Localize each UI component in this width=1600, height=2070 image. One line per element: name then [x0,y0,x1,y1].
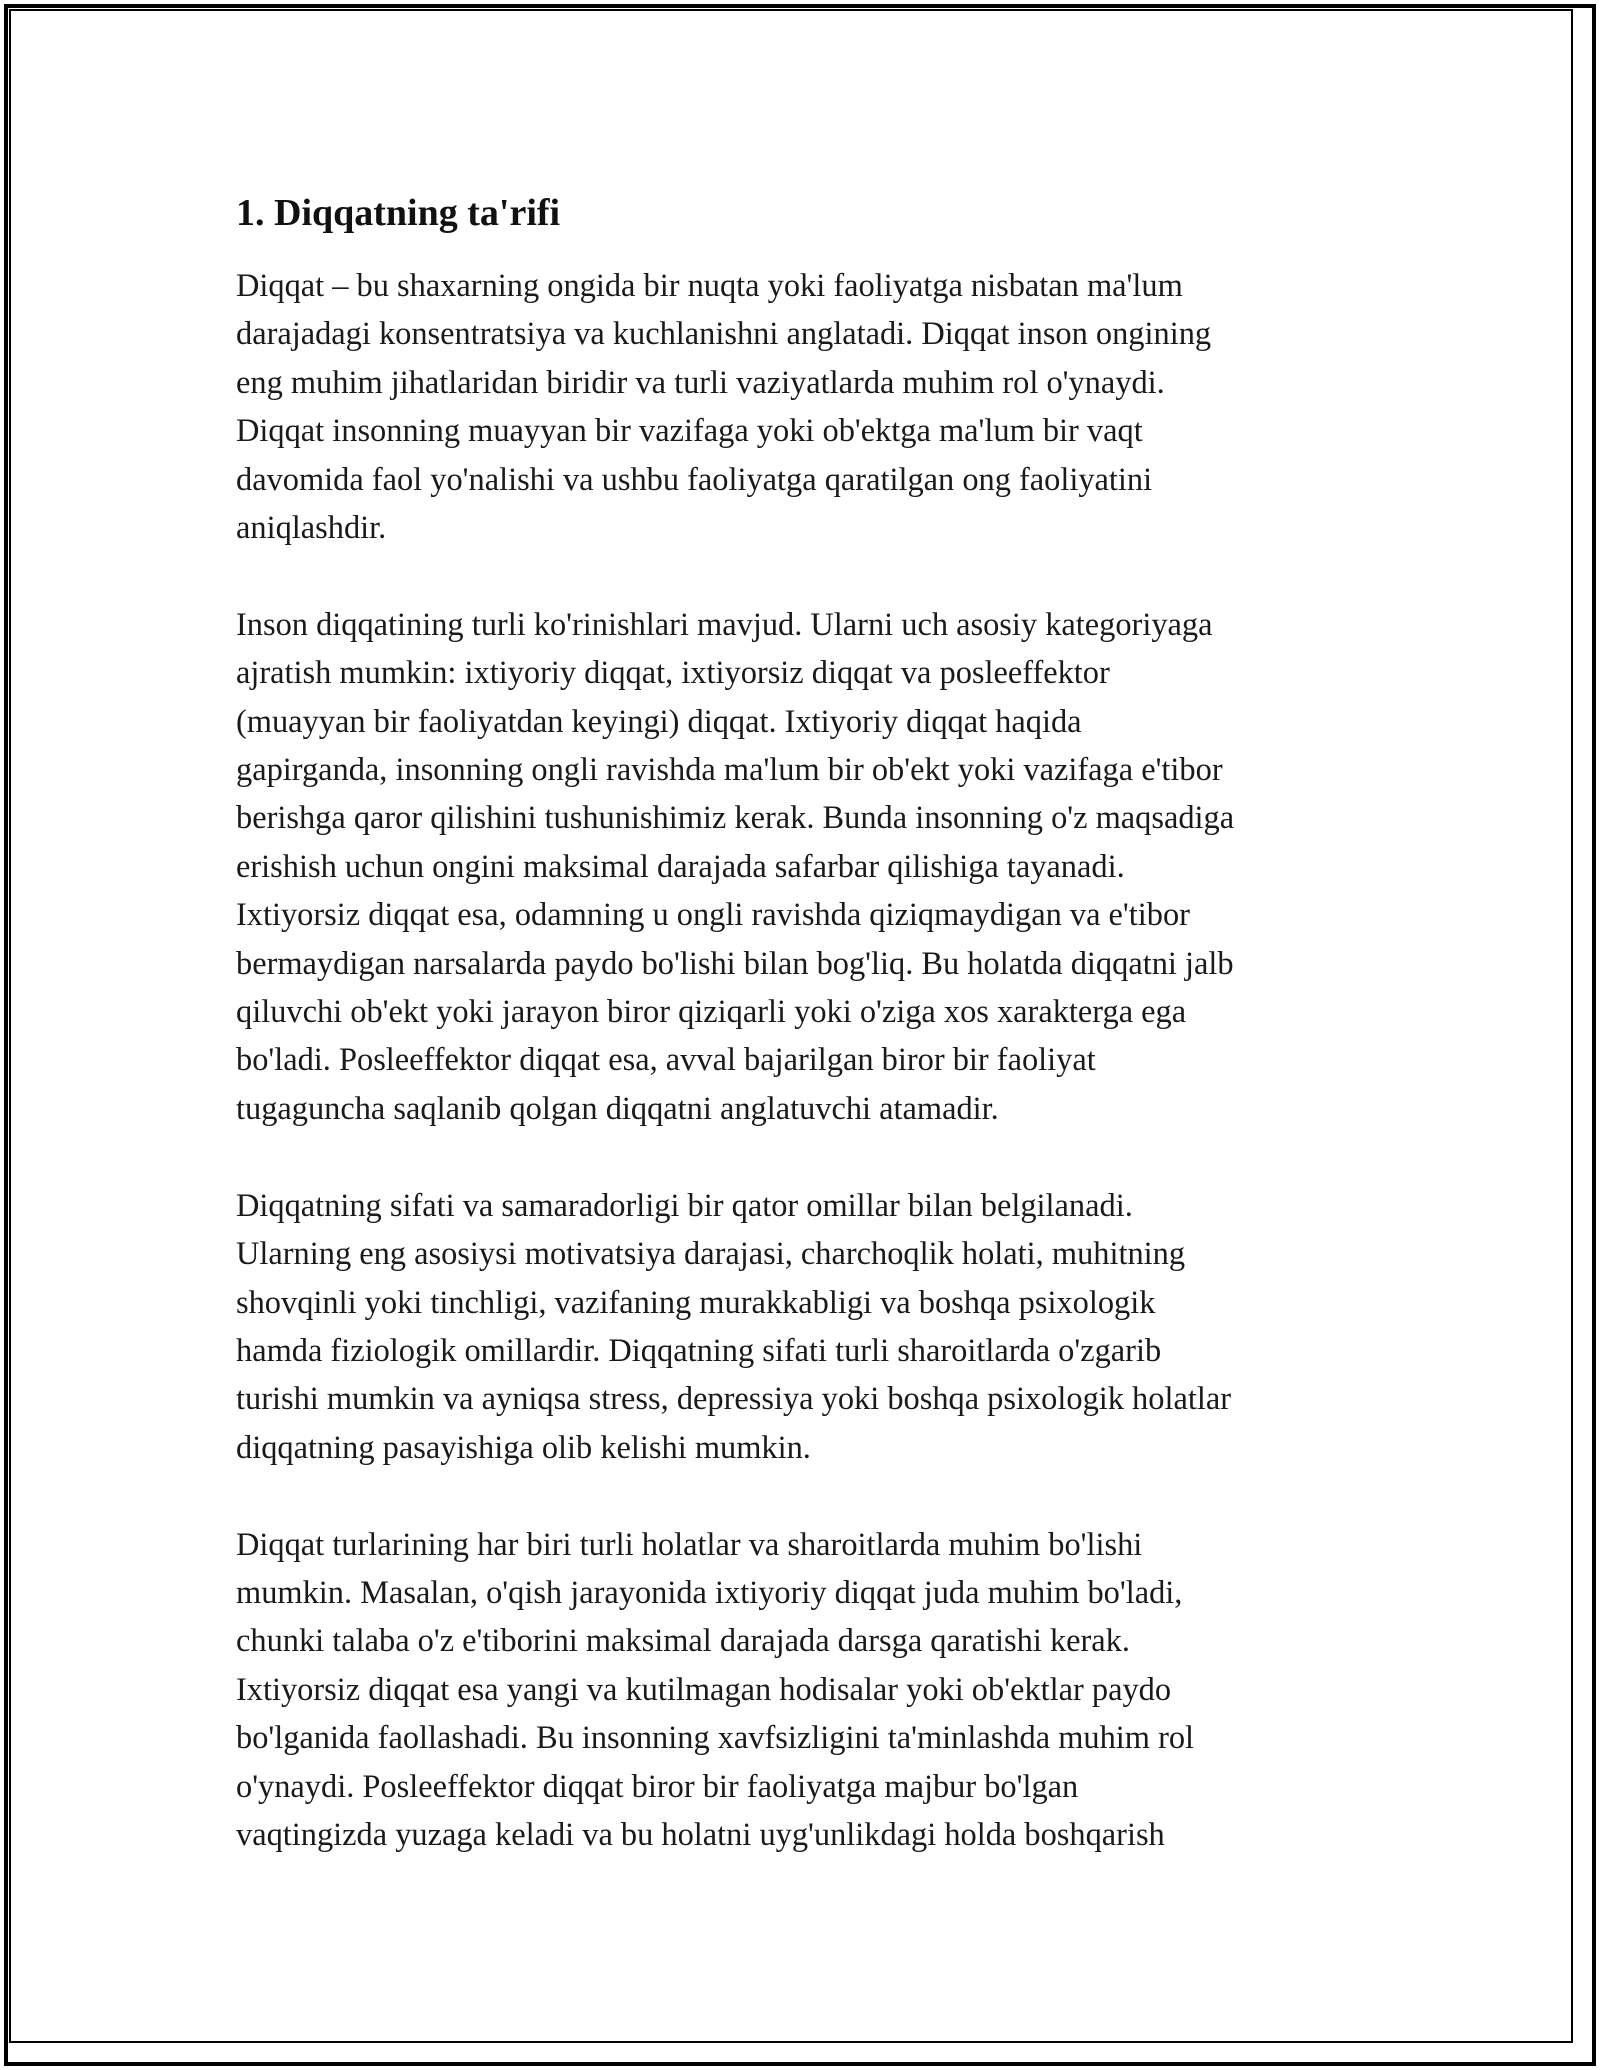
paragraph-line: Diqqat – bu shaxarning ongida bir nuqta yoki faoliyatga nisbatan ma'lum [236,268,1183,304]
paragraph-line: Ixtiyorsiz diqqat esa, odamning u ongli ravishda qiziqmaydigan va e'tibor [236,897,1190,934]
paragraph-line: eng muhim jihatlaridan biridir va turli vaziyatlarda muhim rol o'ynaydi. [236,364,1165,401]
paragraph-line: turishi mumkin va ayniqsa stress, depressiya yoki boshqa psixologik holatlar [236,1381,1231,1418]
paragraph-line: bo'lganida faollashadi. Bu insonning xavfsizligini ta'minlashda muhim rol [236,1720,1195,1757]
section-heading: 1. Diqqatning ta'rifi [236,192,561,234]
paragraph-container [236,262,1376,1859]
paragraph-line: Diqqatning sifati va samaradorligi bir qator omillar bilan belgilanadi. [236,1187,1133,1224]
paragraph-3 [236,1182,1376,1472]
paragraph-line: bo'ladi. Posleeffektor diqqat esa, avval bajarilgan biror bir faoliyat [236,1042,1096,1079]
paragraph-line: qiluvchi ob'ekt yoki jarayon biror qiziqarli yoki o'ziga xos xarakterga ega [236,994,1187,1031]
paragraph-2 [236,601,1376,1133]
paragraph-line: Inson diqqatining turli ko'rinishlari mavjud. Ularni uch asosiy kategoriyaga [236,606,1213,643]
paragraph-1 [236,262,1376,552]
paragraph-line: tugaguncha saqlanib qolgan diqqatni anglatuvchi atamadir. [236,1090,999,1127]
paragraph-line: diqqatning pasayishiga olib kelishi mumkin. [236,1429,811,1466]
paragraph-line: Diqqat insonning muayyan bir vazifaga yoki ob'ektga ma'lum bir vaqt [236,413,1143,450]
paragraph-4 [236,1521,1376,1860]
paragraph-line: (muayyan bir faoliyatdan keyingi) diqqat. Ixtiyoriy diqqat haqida [236,703,1082,740]
paragraph-line: gapirganda, insonning ongli ravishda ma'lum bir ob'ekt yoki vazifaga e'tibor [236,752,1223,789]
paragraph-line: davomida faol yo'nalishi va ushbu faoliyatga qaratilgan ong faoliyatini [236,461,1153,498]
paragraph-line: vaqtingizda yuzaga keladi va bu holatni uyg'unlikdagi holda boshqarish [236,1816,1165,1853]
paragraph-line: chunki talaba o'z e'tiborini maksimal darajada darsga qaratishi kerak. [236,1623,1130,1660]
paragraph-line: Ixtiyorsiz diqqat esa yangi va kutilmagan hodisalar yoki ob'ektlar paydo [236,1671,1172,1708]
paragraph-line: Diqqat turlarining har biri turli holatlar va sharoitlarda muhim bo'lishi [236,1526,1143,1563]
paragraph-line: ajratish mumkin: ixtiyoriy diqqat, ixtiyorsiz diqqat va posleeffektor [236,655,1110,692]
paragraph-line: aniqlashdir. [236,510,387,547]
document-body [236,188,1376,1908]
paragraph-line: mumkin. Masalan, o'qish jarayonida ixtiyoriy diqqat juda muhim bo'ladi, [236,1574,1183,1611]
paragraph-line: bermaydigan narsalarda paydo bo'lishi bilan bog'liq. Bu holatda diqqatni jalb [236,945,1234,982]
paragraph-line: darajadagi konsentratsiya va kuchlanishni anglatadi. Diqqat inson ongining [236,316,1212,353]
paragraph-line: hamda fiziologik omillardir. Diqqatning sifati turli sharoitlarda o'zgarib [236,1332,1162,1369]
paragraph-line: erishish uchun ongini maksimal darajada safarbar qilishiga tayanadi. [236,848,1125,885]
paragraph-line: o'ynaydi. Posleeffektor diqqat biror bir faoliyatga majbur bo'lgan [236,1768,1079,1805]
paragraph-line: Ularning eng asosiysi motivatsiya darajasi, charchoqlik holati, muhitning [236,1236,1186,1273]
paragraph-line: shovqinli yoki tinchligi, vazifaning murakkabligi va boshqa psixologik [236,1284,1156,1321]
paragraph-line: berishga qaror qilishini tushunishimiz kerak. Bunda insonning o'z maqsadiga [236,800,1235,837]
